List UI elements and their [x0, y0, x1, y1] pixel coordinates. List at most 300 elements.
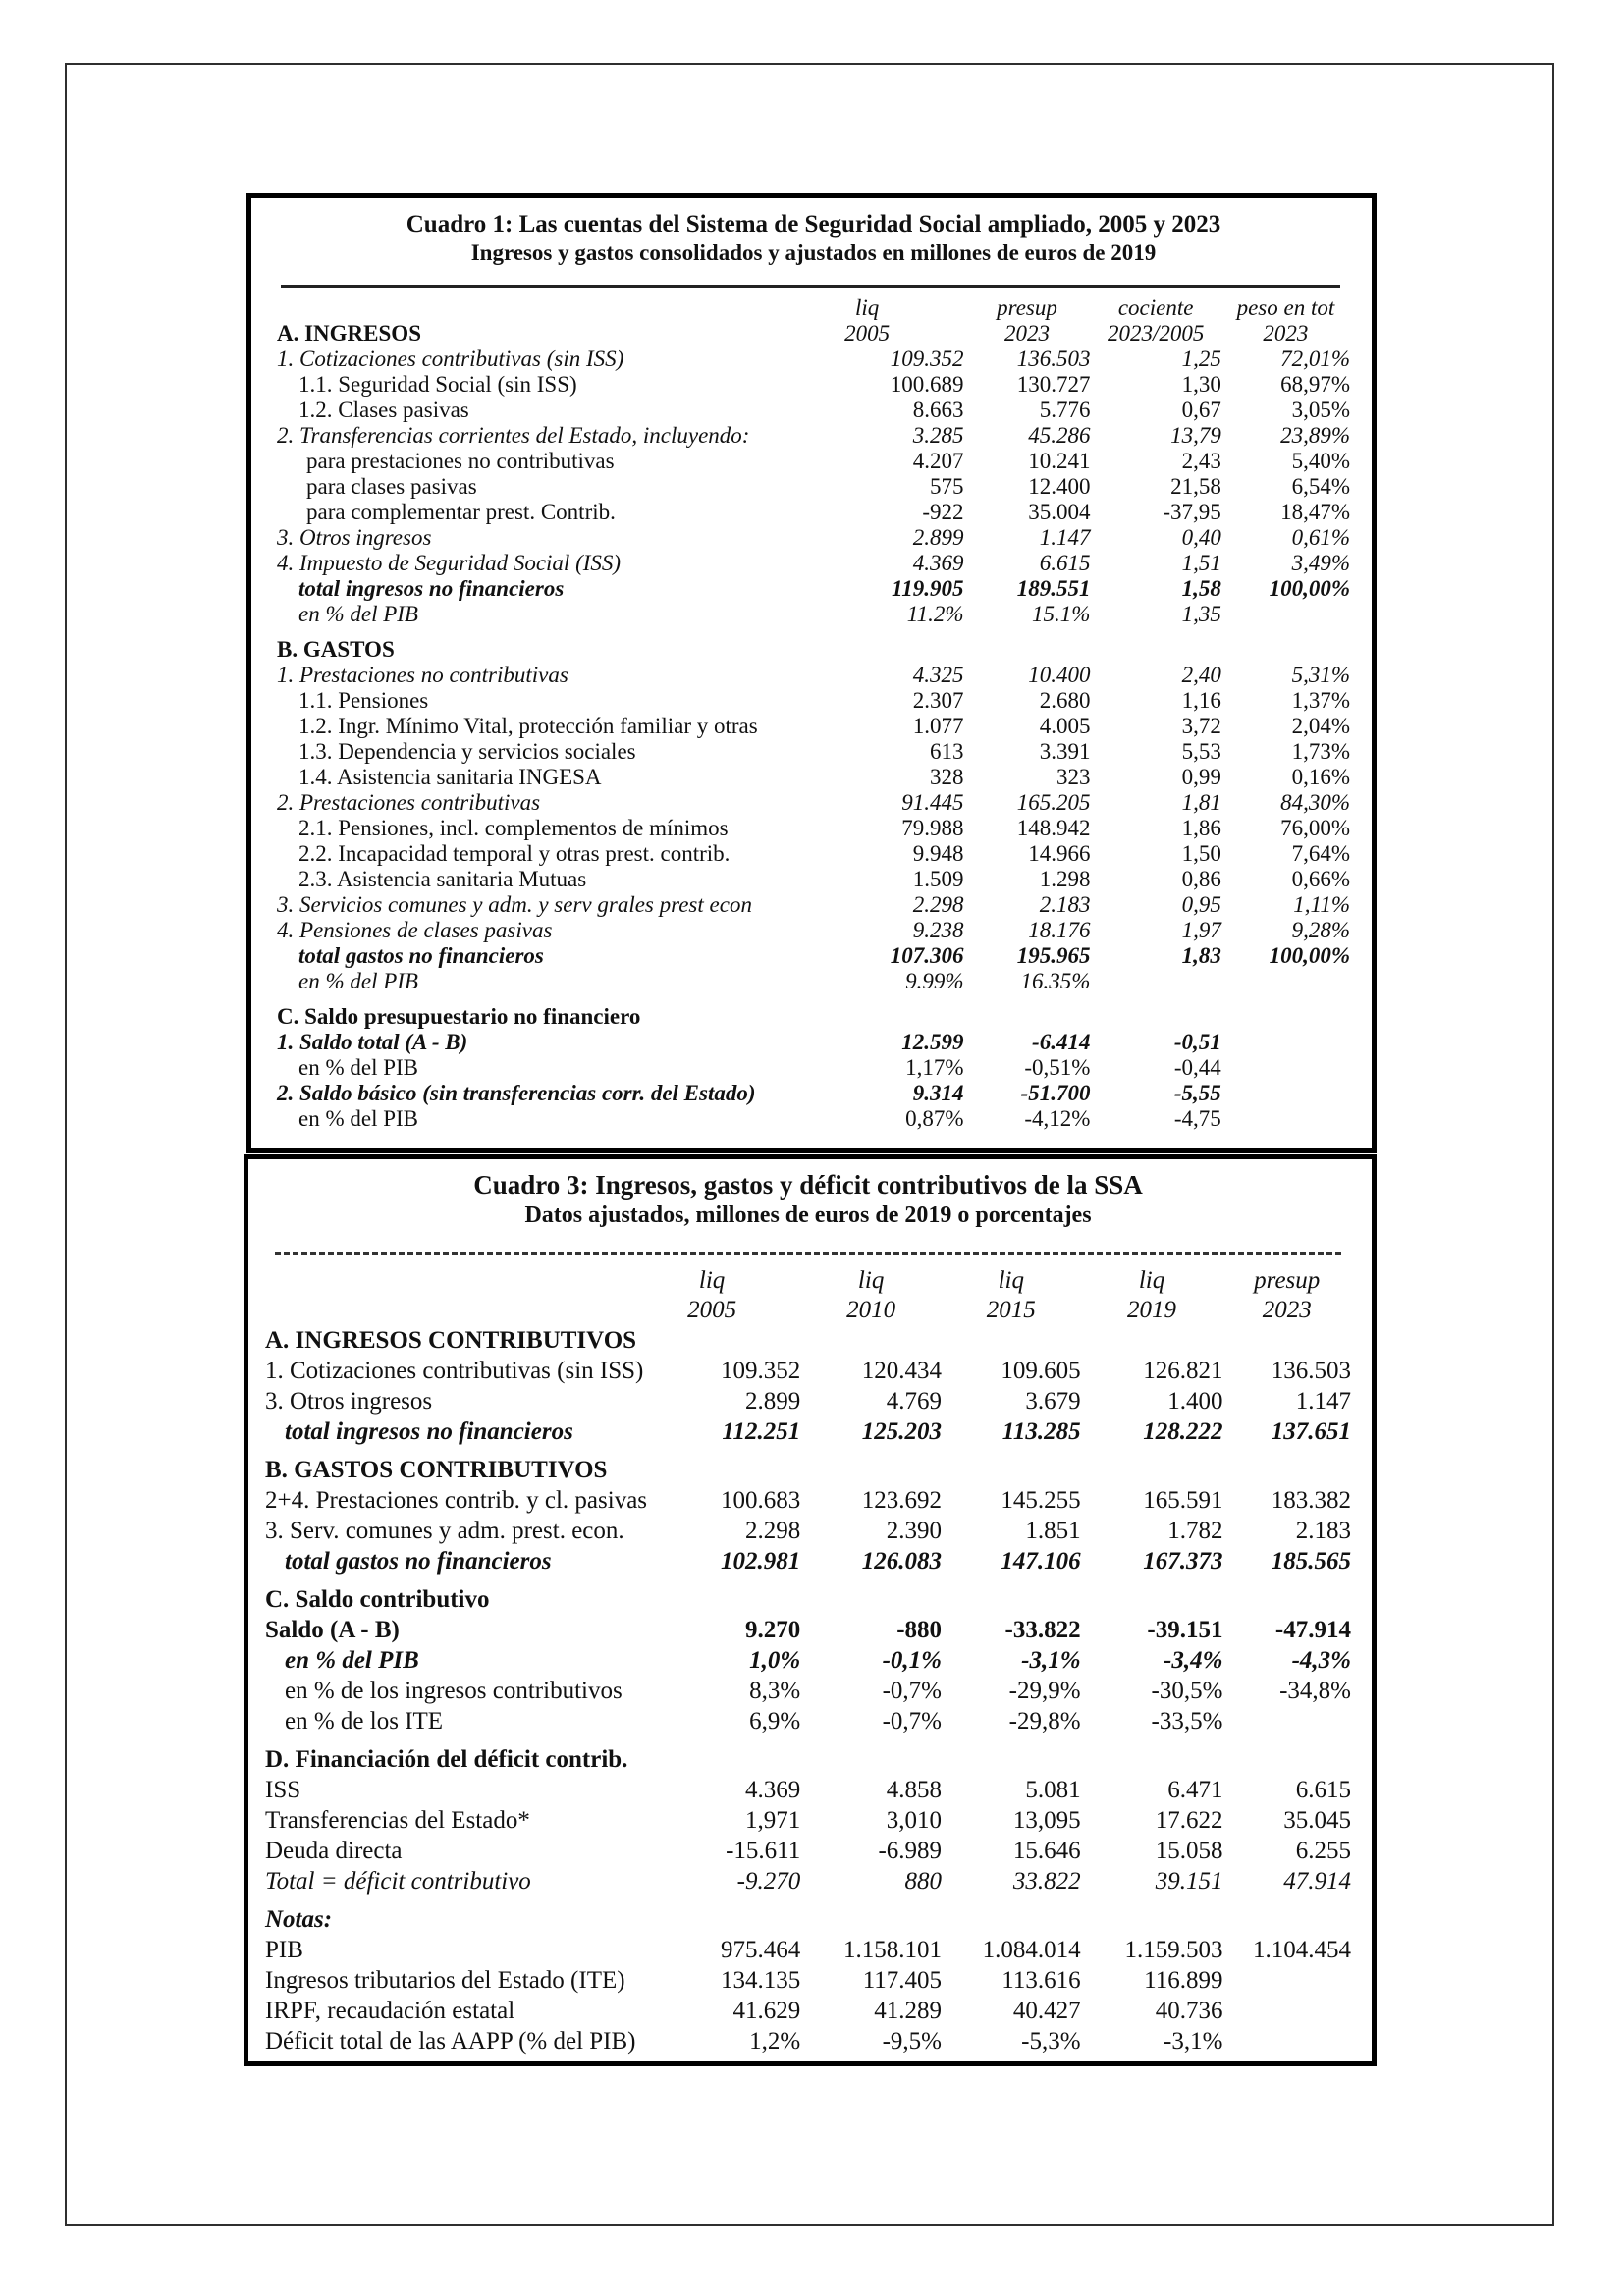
cell-value: 1,83 — [1181, 943, 1221, 968]
row-label: para prestaciones no contributivas — [306, 449, 615, 473]
row-label: total ingresos no financieros — [285, 1418, 573, 1445]
cell-value: 8.663 — [912, 398, 964, 422]
cell-value: 0,66% — [1291, 867, 1350, 891]
cell-value — [1221, 602, 1350, 627]
cell-value: 4.005 — [1039, 714, 1091, 738]
cell-empty — [623, 1447, 800, 1485]
cell-value: 119.905 — [892, 576, 964, 601]
row-label: 2. Prestaciones contributivas — [277, 790, 541, 815]
column-header-row — [265, 1296, 1351, 1325]
cell-value: 0,40 — [1181, 525, 1221, 550]
table-row — [277, 398, 1350, 423]
cell-value: -0,51% — [1024, 1055, 1091, 1080]
cell-empty — [771, 994, 964, 1030]
cell-empty — [1221, 994, 1350, 1030]
cell-value: 12.599 — [901, 1030, 964, 1054]
cell-value: 3,010 — [886, 1807, 943, 1834]
cell-value: 18,47% — [1280, 500, 1350, 524]
cell-value — [1222, 2026, 1351, 2056]
table-row — [277, 1055, 1350, 1081]
cell-value: 8,3% — [749, 1678, 801, 1704]
cell-value: 1,58 — [1181, 576, 1221, 601]
cell-value: 1,16 — [1181, 688, 1221, 713]
cell-value: 0,99 — [1181, 765, 1221, 789]
cell-value: 136.503 — [1016, 347, 1091, 371]
cell-value: -5,55 — [1173, 1081, 1221, 1105]
cell-empty — [1222, 1736, 1351, 1775]
table-row — [277, 500, 1350, 525]
cell-value — [1221, 1081, 1350, 1106]
cell-empty — [800, 1576, 942, 1615]
table-row — [277, 525, 1350, 551]
cell-value: 1,86 — [1181, 816, 1221, 840]
table-row — [277, 1106, 1350, 1132]
section-header-row — [265, 1447, 1351, 1485]
cell-empty — [1081, 1447, 1223, 1485]
cell-empty — [623, 1736, 800, 1775]
column-header: 2023 — [1003, 321, 1050, 346]
table-row — [265, 1615, 1351, 1645]
cell-value: 1,2% — [749, 2028, 801, 2055]
cell-value: 125.203 — [861, 1418, 943, 1445]
cell-value: 613 — [930, 739, 964, 764]
row-label: 1. Prestaciones no contributivas — [277, 663, 568, 687]
cuadro1-header — [277, 295, 1350, 347]
cell-value: 3,72 — [1181, 714, 1221, 738]
column-header: 2015 — [986, 1297, 1036, 1323]
cell-value: 113.285 — [1001, 1418, 1081, 1445]
table-row — [265, 1485, 1351, 1516]
cell-value: 134.135 — [721, 1967, 801, 1994]
row-label: 3. Serv. comunes y adm. prest. econ. — [265, 1518, 624, 1544]
cell-value: -15.611 — [726, 1838, 801, 1864]
row-label: Transferencias del Estado* — [265, 1807, 530, 1834]
cell-value: 2.899 — [745, 1388, 801, 1415]
section-header: D. Financiación del déficit contrib. — [265, 1746, 628, 1773]
cell-value: 1,30 — [1181, 372, 1221, 397]
cell-value: -3,1% — [1164, 2028, 1223, 2055]
cell-value: 9.948 — [912, 841, 964, 866]
cell-empty — [771, 627, 964, 663]
cell-empty — [942, 1736, 1081, 1775]
section-header — [265, 1296, 623, 1325]
cell-value: 2.298 — [745, 1518, 801, 1544]
cell-value: 21,58 — [1170, 474, 1221, 499]
cell-value: 47.914 — [1283, 1868, 1351, 1895]
cell-value: 126.083 — [861, 1548, 943, 1575]
column-header: presup — [997, 295, 1057, 320]
cell-value: 41.629 — [732, 1998, 801, 2024]
cell-value: 7,64% — [1291, 841, 1350, 866]
cell-value: 1.298 — [1039, 867, 1091, 891]
table-row — [277, 423, 1350, 449]
table-row — [277, 969, 1350, 994]
row-label: Deuda directa — [265, 1838, 403, 1864]
table-row — [265, 1836, 1351, 1866]
cell-value: 1.084.014 — [982, 1937, 1081, 1963]
cell-value: 68,97% — [1280, 372, 1350, 397]
cell-value: 3.391 — [1039, 739, 1091, 764]
section-header: A. INGRESOS CONTRIBUTIVOS — [265, 1327, 637, 1354]
cell-value: 880 — [904, 1868, 943, 1895]
cell-value: -0,51 — [1173, 1030, 1221, 1054]
section-header-row — [265, 1736, 1351, 1775]
cell-value: 9.99% — [905, 969, 964, 993]
section-header-row — [265, 1576, 1351, 1615]
cell-value: 5,31% — [1291, 663, 1350, 687]
cell-value: 137.651 — [1271, 1418, 1351, 1445]
table-row — [277, 663, 1350, 688]
section-header: C. Saldo contributivo — [265, 1586, 490, 1613]
table-row — [277, 602, 1350, 627]
cell-value: 3,05% — [1291, 398, 1350, 422]
column-header: liq — [998, 1267, 1024, 1294]
row-label: 2.1. Pensiones, incl. complementos de mínimos — [298, 816, 729, 840]
cell-value: -6.989 — [878, 1838, 943, 1864]
cell-value: 100.689 — [890, 372, 964, 397]
cell-value: 2.183 — [1295, 1518, 1351, 1544]
cell-value: 128.222 — [1143, 1418, 1223, 1445]
section-header: Notas: — [265, 1906, 333, 1933]
row-label: 2.3. Asistencia sanitaria Mutuas — [298, 867, 587, 891]
row-label: en % del PIB — [285, 1647, 419, 1674]
cell-value: 116.899 — [1144, 1967, 1223, 1994]
table-row — [277, 1081, 1350, 1106]
section-header: A. INGRESOS — [277, 321, 421, 346]
cell-value: -29,8% — [1008, 1708, 1081, 1735]
cell-value: 126.821 — [1143, 1358, 1223, 1384]
cell-value: 185.565 — [1271, 1548, 1351, 1575]
cell-empty — [964, 627, 1091, 663]
cell-value: 2.307 — [912, 688, 964, 713]
table-row — [265, 1356, 1351, 1386]
cell-value: 109.352 — [890, 347, 964, 371]
cell-value: 0,61% — [1291, 525, 1350, 550]
cell-value: -4,3% — [1291, 1647, 1351, 1674]
table-row — [277, 739, 1350, 765]
cuadro1-subtitle: Ingresos y gastos consolidados y ajustados en millones de euros de 2019 — [470, 240, 1157, 265]
cell-value: 79.988 — [901, 816, 964, 840]
cell-value: 6,54% — [1291, 474, 1350, 499]
row-label: 3. Servicios comunes y adm. y serv grales prest econ — [277, 892, 752, 917]
cell-value: 15.646 — [1012, 1838, 1081, 1864]
column-header: 2010 — [846, 1297, 896, 1323]
cell-value: 17.622 — [1155, 1807, 1223, 1834]
cell-value: 0,95 — [1181, 892, 1221, 917]
cell-value: 1.509 — [912, 867, 964, 891]
cell-value: 84,30% — [1280, 790, 1350, 815]
cell-empty — [800, 1447, 942, 1485]
cell-value: 13,095 — [1012, 1807, 1081, 1834]
cell-value: 109.605 — [1001, 1358, 1081, 1384]
cell-value: -39.151 — [1147, 1617, 1223, 1643]
cell-value — [1090, 969, 1220, 994]
row-label: 1. Cotizaciones contributivas (sin ISS) — [277, 347, 624, 371]
column-header: liq — [857, 1267, 885, 1294]
table-row — [277, 576, 1350, 602]
cuadro3-table-box — [244, 1154, 1377, 2066]
cell-value: 1.158.101 — [843, 1937, 943, 1963]
cell-value: 4.369 — [745, 1777, 801, 1803]
cell-value: 1,17% — [905, 1055, 964, 1080]
row-label: 2. Saldo básico (sin transferencias corr. del Estado) — [277, 1081, 756, 1105]
cell-empty — [942, 1896, 1081, 1935]
cell-value: 2.183 — [1039, 892, 1091, 917]
row-label: IRPF, recaudación estatal — [265, 1998, 515, 2024]
cell-value: 2.680 — [1039, 688, 1091, 713]
table-row — [265, 1706, 1351, 1736]
cell-value: 4.369 — [912, 551, 964, 575]
row-label: ISS — [265, 1777, 301, 1803]
cell-value: 4.858 — [886, 1777, 943, 1803]
cell-value: 183.382 — [1271, 1487, 1351, 1514]
cell-value: 112.251 — [722, 1418, 801, 1445]
cuadro1-table — [277, 295, 1350, 1132]
cell-value — [1222, 1706, 1351, 1736]
cell-value: 2.390 — [886, 1518, 943, 1544]
row-label: 4. Pensiones de clases pasivas — [277, 918, 553, 942]
cell-empty — [1222, 1447, 1351, 1485]
cell-empty — [800, 1736, 942, 1775]
column-header: 2023 — [1262, 1297, 1312, 1323]
cell-value: 2,04% — [1291, 714, 1350, 738]
cell-value: 11.2% — [906, 602, 964, 626]
row-label: 1. Saldo total (A - B) — [277, 1030, 468, 1054]
cell-empty — [1081, 1576, 1223, 1615]
cell-value: -0,1% — [882, 1647, 943, 1674]
cell-value: 100,00% — [1269, 576, 1350, 601]
cell-value: 1.147 — [1295, 1388, 1351, 1415]
cell-empty — [1090, 627, 1220, 663]
cell-value: -51.700 — [1020, 1081, 1091, 1105]
row-label: en % del PIB — [298, 969, 418, 993]
cell-value: 40.736 — [1155, 1998, 1223, 2024]
cell-value: 1.400 — [1167, 1388, 1223, 1415]
row-label: para clases pasivas — [306, 474, 477, 499]
cell-value: 189.551 — [1016, 576, 1091, 601]
row-label: 1.2. Clases pasivas — [298, 398, 469, 422]
cell-empty — [964, 994, 1091, 1030]
row-label: 1.2. Ingr. Mínimo Vital, protección familiar y otras — [298, 714, 758, 738]
column-header: cociente — [1117, 295, 1194, 320]
row-label: 4. Impuesto de Seguridad Social (ISS) — [277, 551, 622, 575]
cell-value: 4.325 — [912, 663, 964, 687]
cell-value: 0,86 — [1181, 867, 1221, 891]
table-row — [265, 1996, 1351, 2026]
section-header-row — [265, 1325, 1351, 1356]
horizontal-rule-dashed — [275, 1252, 1341, 1255]
cell-value: -33,5% — [1151, 1708, 1223, 1735]
cell-value: 113.616 — [1001, 1967, 1081, 1994]
table-row — [277, 449, 1350, 474]
cell-value: 975.464 — [721, 1937, 801, 1963]
cell-value: 4.207 — [912, 449, 964, 473]
cell-value: -922 — [922, 500, 964, 524]
cell-empty — [623, 1576, 800, 1615]
cuadro3-table — [265, 1266, 1351, 2056]
cell-value: 328 — [930, 765, 964, 789]
row-label: 1. Cotizaciones contributivas (sin ISS) — [265, 1358, 644, 1384]
cell-empty — [800, 1896, 942, 1935]
cell-value: 41.289 — [874, 1998, 943, 2024]
table-row — [277, 551, 1350, 576]
table-row — [265, 2026, 1351, 2056]
row-label: Déficit total de las AAPP (% del PIB) — [265, 2028, 636, 2055]
table-row — [265, 1965, 1351, 1996]
cuadro3-title: Cuadro 3: Ingresos, gastos y déficit contributivos de la SSA — [473, 1170, 1143, 1200]
cell-value: 130.727 — [1016, 372, 1091, 397]
cell-value: 1.159.503 — [1124, 1937, 1223, 1963]
cell-value: 16.35% — [1020, 969, 1091, 993]
table-row — [277, 372, 1350, 398]
cell-value: -4,12% — [1024, 1106, 1091, 1131]
row-label: en % del PIB — [298, 1106, 419, 1131]
table-row — [277, 347, 1350, 372]
cell-value: 2,43 — [1181, 449, 1221, 473]
cell-value: 14.966 — [1028, 841, 1091, 866]
cell-value: 1.851 — [1025, 1518, 1081, 1544]
table-row — [277, 790, 1350, 816]
cell-value: -33.822 — [1004, 1617, 1081, 1643]
row-label: total gastos no financieros — [285, 1548, 552, 1575]
cell-value: -4,75 — [1173, 1106, 1221, 1131]
cell-value: 1,51 — [1181, 551, 1221, 575]
table-row — [265, 1805, 1351, 1836]
table-row — [265, 1645, 1351, 1676]
cell-empty — [1222, 1576, 1351, 1615]
column-header: 2023 — [1263, 321, 1309, 346]
row-label: 2+4. Prestaciones contrib. y cl. pasivas — [265, 1487, 648, 1514]
table-row — [265, 1935, 1351, 1965]
table-row — [265, 1546, 1351, 1576]
cell-value: -34,8% — [1279, 1678, 1351, 1704]
table-row — [277, 765, 1350, 790]
row-label: PIB — [265, 1937, 303, 1963]
column-header-row — [277, 295, 1350, 321]
cell-value: 35.004 — [1028, 500, 1091, 524]
cell-value: 120.434 — [861, 1358, 943, 1384]
cell-value: 23,89% — [1280, 423, 1350, 448]
cell-value: 1,37% — [1291, 688, 1350, 713]
cell-value: 575 — [930, 474, 964, 499]
cell-empty — [1221, 627, 1350, 663]
cell-value: 12.400 — [1028, 474, 1091, 499]
cell-value: 1,50 — [1181, 841, 1221, 866]
table-row — [265, 1416, 1351, 1447]
column-header: 2005 — [844, 321, 891, 346]
table-row — [277, 474, 1350, 500]
column-header: liq — [854, 295, 880, 320]
cell-value: 0,87% — [905, 1106, 964, 1131]
row-label: 2. Transferencias corrientes del Estado, incluyendo: — [277, 423, 750, 448]
cell-value: 1,25 — [1181, 347, 1221, 371]
cell-value: 3,49% — [1291, 551, 1350, 575]
table-row — [265, 1516, 1351, 1546]
cell-value: 165.205 — [1016, 790, 1091, 815]
section-header-row — [277, 627, 1350, 663]
cell-value: 147.106 — [1001, 1548, 1081, 1575]
table-row — [277, 816, 1350, 841]
cell-value: 5,40% — [1291, 449, 1350, 473]
cuadro3-subtitle: Datos ajustados, millones de euros de 2019 o porcentajes — [524, 1202, 1092, 1228]
cuadro1-table-box — [246, 193, 1377, 1153]
cell-value: 9.270 — [745, 1617, 801, 1643]
cuadro1-body — [277, 347, 1350, 1132]
cell-value: -0,44 — [1173, 1055, 1221, 1080]
cell-empty — [1081, 1896, 1223, 1935]
row-label: para complementar prest. Contrib. — [306, 500, 616, 524]
row-label: 3. Otros ingresos — [277, 525, 432, 550]
cell-value: 1,73% — [1291, 739, 1350, 764]
cell-empty — [1081, 1736, 1223, 1775]
cell-value: 1,971 — [745, 1807, 801, 1834]
table-row — [277, 943, 1350, 969]
cell-value: 45.286 — [1028, 423, 1091, 448]
horizontal-rule — [281, 285, 1340, 288]
cell-value: 100.683 — [721, 1487, 801, 1514]
row-label: Ingresos tributarios del Estado (ITE) — [265, 1967, 625, 1994]
cell-value: 9.314 — [912, 1081, 964, 1105]
cell-value: 10.241 — [1028, 449, 1091, 473]
cell-value — [1222, 1965, 1351, 1996]
row-label: 2.2. Incapacidad temporal y otras prest. contrib. — [298, 841, 731, 866]
cell-value: 165.591 — [1143, 1487, 1223, 1514]
cell-value: 18.176 — [1028, 918, 1091, 942]
cell-value: 40.427 — [1012, 1998, 1081, 2024]
cell-value: 5.081 — [1025, 1777, 1081, 1803]
column-header: presup — [1254, 1267, 1321, 1294]
cuadro3-body — [265, 1325, 1351, 2056]
section-header-row — [277, 994, 1350, 1030]
cell-value: -5,3% — [1021, 2028, 1081, 2055]
cell-value: 35.045 — [1283, 1807, 1351, 1834]
cell-value: 100,00% — [1269, 943, 1350, 968]
cell-empty — [623, 1896, 800, 1935]
cell-empty — [800, 1325, 942, 1356]
table-row — [265, 1866, 1351, 1896]
cell-value: 5.776 — [1039, 398, 1091, 422]
row-label: Total = déficit contributivo — [265, 1868, 531, 1895]
cell-value — [1221, 1106, 1350, 1132]
cell-value: 195.965 — [1016, 943, 1091, 968]
cell-value: -47.914 — [1274, 1617, 1351, 1643]
cell-value: -880 — [896, 1617, 943, 1643]
table-row — [265, 1676, 1351, 1706]
cell-value: 2.899 — [912, 525, 964, 550]
cell-value: 13,79 — [1170, 423, 1221, 448]
corner-cell — [277, 295, 771, 321]
table-row — [277, 892, 1350, 918]
cell-value: 15.058 — [1155, 1838, 1223, 1864]
cell-value: 3.285 — [912, 423, 964, 448]
row-label: en % de los ITE — [285, 1708, 444, 1735]
cuadro1-title: Cuadro 1: Las cuentas del Sistema de Seguridad Social ampliado, 2005 y 2023 — [406, 211, 1221, 238]
cell-value: -9,5% — [882, 2028, 943, 2055]
cell-value: 1,81 — [1181, 790, 1221, 815]
cell-value: 167.373 — [1143, 1548, 1223, 1575]
cell-value: -37,95 — [1163, 500, 1221, 524]
cell-value: -6.414 — [1032, 1030, 1091, 1054]
cell-value: 33.822 — [1012, 1868, 1081, 1895]
table-row — [277, 867, 1350, 892]
row-label: 3. Otros ingresos — [265, 1388, 433, 1415]
cell-value: 0,16% — [1291, 765, 1350, 789]
table-row — [277, 714, 1350, 739]
cell-value: 6,9% — [749, 1708, 801, 1735]
column-header: peso en tot — [1236, 295, 1335, 320]
column-header: liq — [698, 1267, 726, 1294]
cell-value: 1.104.454 — [1253, 1937, 1351, 1963]
